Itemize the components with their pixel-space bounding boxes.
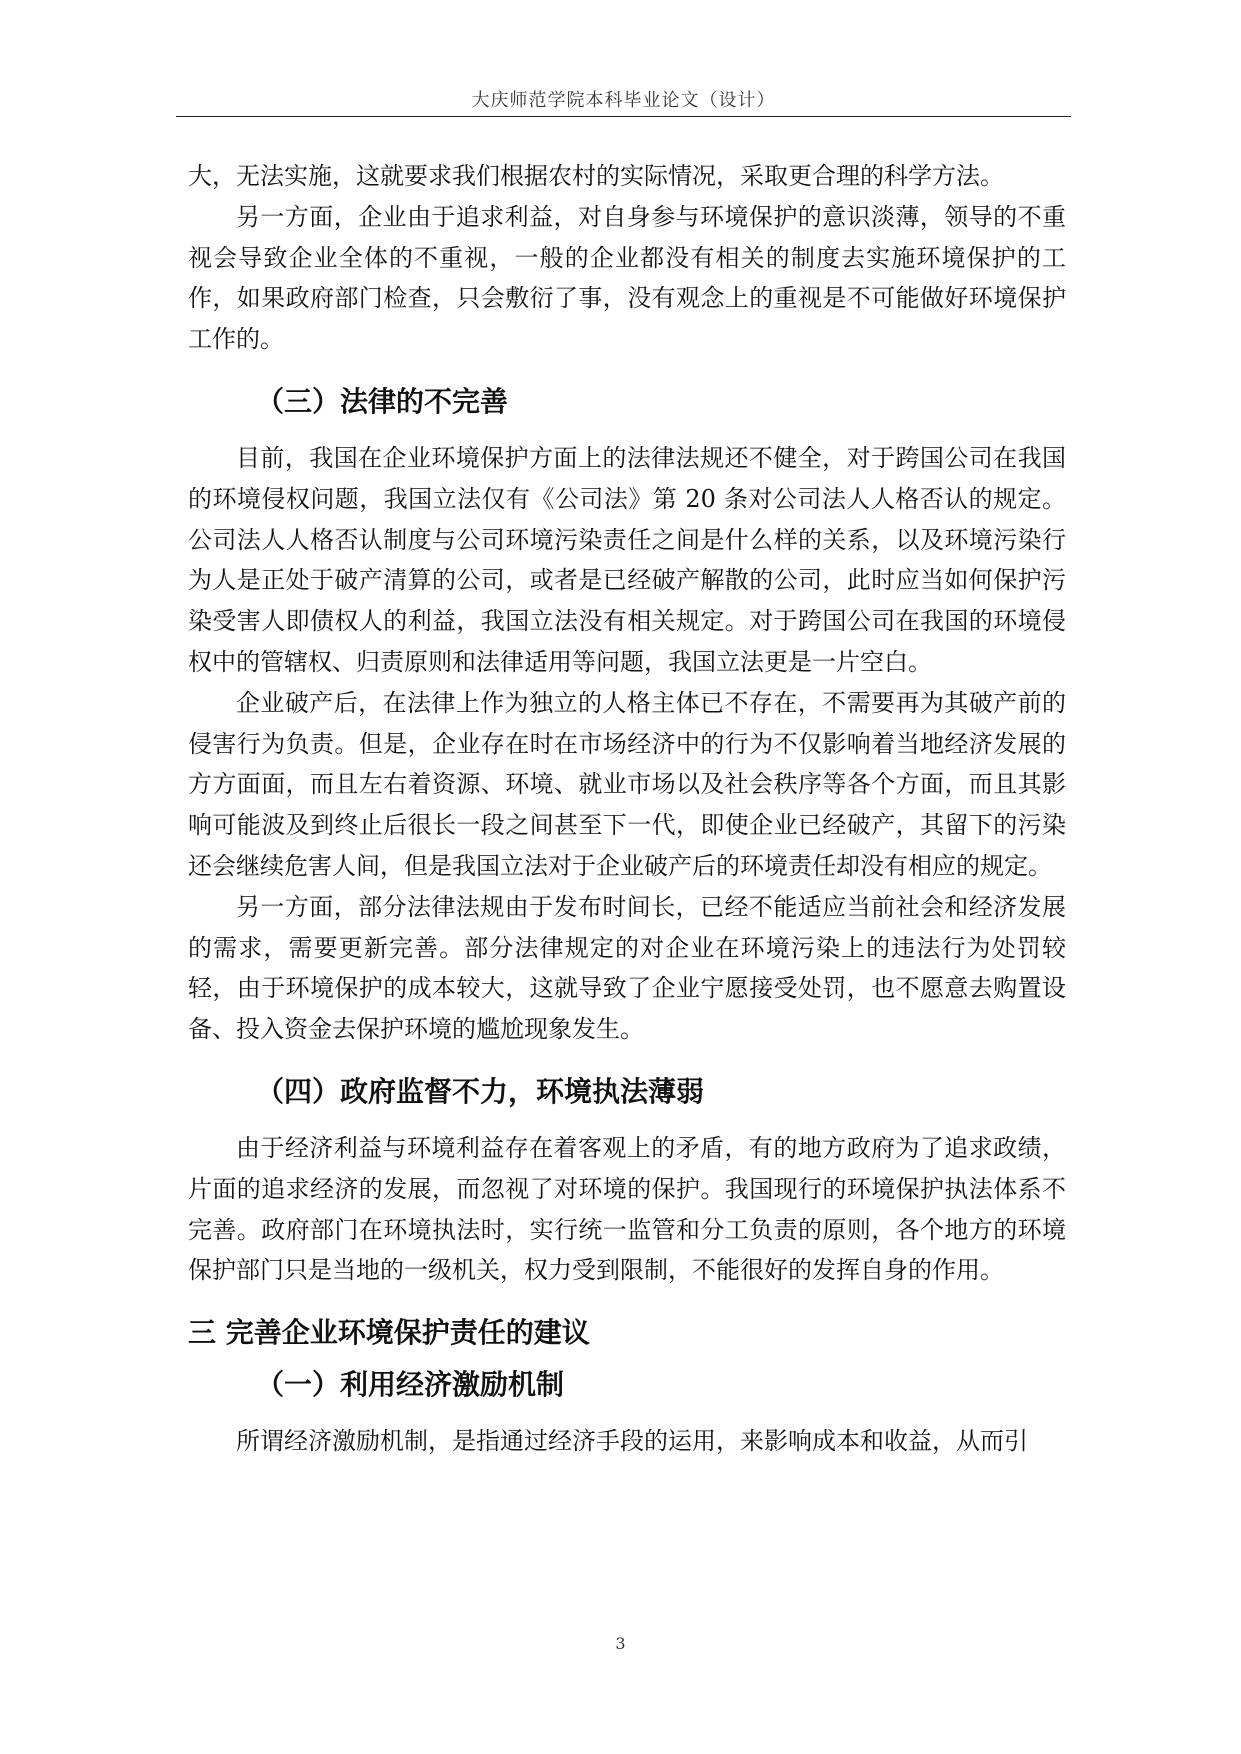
- section-heading-4: （四）政府监督不力，环境执法薄弱: [256, 1074, 705, 1108]
- page-number: 3: [615, 1634, 626, 1653]
- header-rule: [176, 116, 1071, 117]
- paragraph-enterprise-awareness: 另一方面，企业由于追求利益，对自身参与环境保护的意识淡薄，领导的不重视会导致企业全体的不重视，一般的企业都没有相关的制度去实施环境保护的工作，如果政府部门检查，只会敷衍了事，没有观念上的重视是不可能做好环境保护工作的。: [188, 202, 1066, 354]
- paragraph-bankruptcy: 企业破产后，在法律上作为独立的人格主体已不存在，不需要再为其破产前的侵害行为负责。但是，企业存在时在市场经济中的行为不仅影响着当地经济发展的方方面面，而且左右着资源、环境、就业市场以及社会秩序等各个方面，而且其影响可能波及到终止后很长一段之间甚至下一代，即使企业已经破产，其留下的污染还会继续危害人间，但是我国立法对于企业破产后的环境责任却没有相应的规定。: [188, 688, 1066, 880]
- paragraph-continuation: 大，无法实施，这就要求我们根据农村的实际情况，采取更合理的科学方法。: [188, 162, 1004, 190]
- running-header: 大庆师范学院本科毕业论文（设计）: [471, 90, 776, 111]
- body-content: [188, 156, 1066, 1462]
- section-heading-3: （三）法律的不完善: [256, 384, 509, 418]
- paragraph-economic-incentive: 所谓经济激励机制，是指通过经济手段的运用，来影响成本和收益，从而引: [236, 1427, 1028, 1456]
- section-heading-1: （一）利用经济激励机制: [256, 1368, 565, 1402]
- paragraph-government-supervision: 由于经济利益与环境利益存在着客观上的矛盾，有的地方政府为了追求政绩，片面的追求经济的发展，而忽视了对环境的保护。我国现行的环境保护执法体系不完善。政府部门在环境执法时，实行统一监管和分工负责的原则，各个地方的环境保护部门只是当地的一级机关，权力受到限制，不能很好的发挥自身的作用。: [188, 1133, 1066, 1285]
- chapter-heading-3: 三 完善企业环境保护责任的建议: [188, 1316, 590, 1350]
- paragraph-law-gaps: 目前，我国在企业环境保护方面上的法律法规还不健全，对于跨国公司在我国的环境侵权问题，我国立法仅有《公司法》第 20 条对公司法人人格否认的规定。公司法人人格否认制度与公司环境污染责任之间是什么样的关系，以及环境污染行为人是正处于破产清算的公司，或者是已经破产解散的公司，此时应当如何保护污染受害人即债权人的利益，我国立法没有相关规定。对于跨国公司在我国的环境侵权中的管辖权、归责原则和法律适用等问题，我国立法更是一片空白。: [188, 443, 1066, 676]
- paragraph-outdated-laws: 另一方面，部分法律法规由于发布时间长，已经不能适应当前社会和经济发展的需求，需要更新完善。部分法律规定的对企业在环境污染上的违法行为处罚较轻，由于环境保护的成本较大，这就导致了企业宁愿接受处罚，也不愿意去购置设备、投入资金去保护环境的尴尬现象发生。: [188, 892, 1066, 1044]
